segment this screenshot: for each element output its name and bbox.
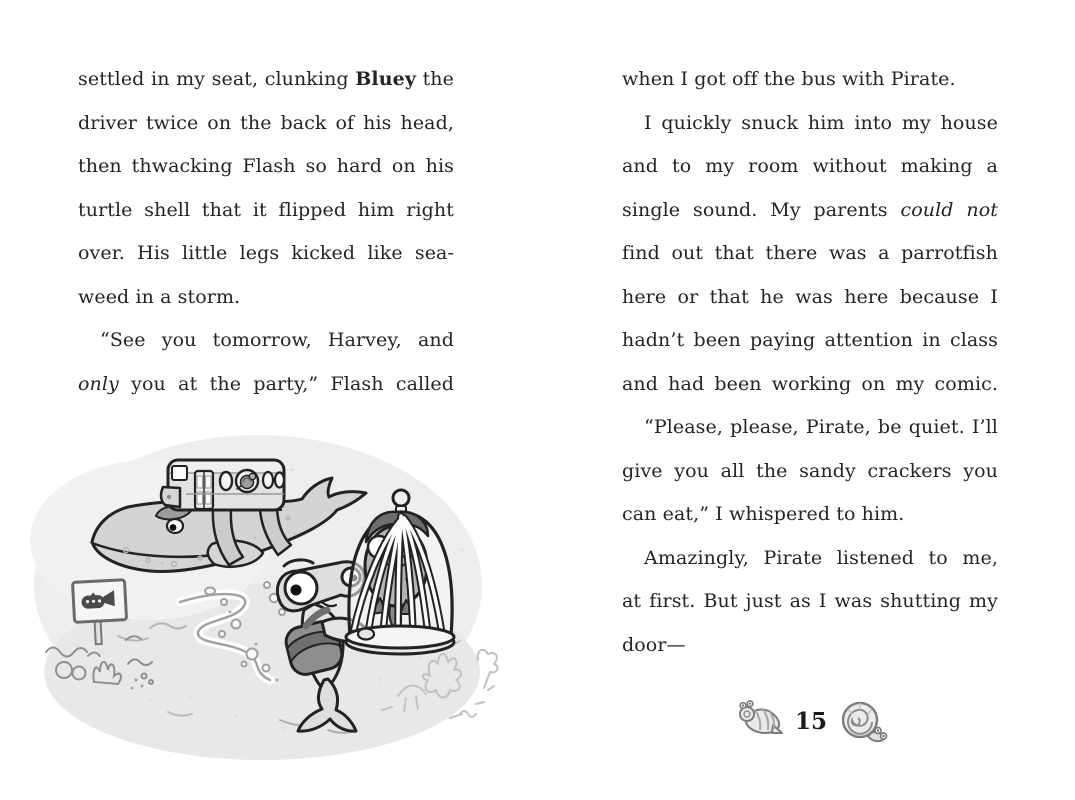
conch-shell-icon <box>734 699 784 743</box>
underwater-scene-illustration <box>30 430 510 775</box>
text-line: only you at the party,” Flash called <box>78 372 454 395</box>
text-line: Amazingly, Pirate listened to me, <box>644 546 998 569</box>
text-line: and to my room without making a <box>622 155 998 177</box>
text-line: weed in a storm. <box>78 285 241 308</box>
text-line: driver twice on the back of his head, <box>78 111 454 134</box>
text-line: single sound. My parents could not <box>622 198 999 221</box>
snail-shell-icon <box>838 698 888 744</box>
text-line: settled in my seat, clunking Bluey the <box>78 68 454 90</box>
text-line: “See you tomorrow, Harvey, and <box>100 329 454 351</box>
text-line: hadn’t been paying attention in class <box>622 329 998 351</box>
text-line: find out that there was a parrotfish <box>622 242 998 264</box>
text-line: give you all the sandy crackers you <box>622 459 998 482</box>
text-line: and had been working on my comic. <box>622 372 998 395</box>
right-page-text <box>622 58 998 667</box>
text-line: then thwacking Flash so hard on his <box>78 155 454 177</box>
text-line: “Please, please, Pirate, be quiet. I’ll <box>644 416 998 438</box>
school-bus <box>161 460 284 510</box>
text-line: I quickly snuck him into my house <box>644 111 998 134</box>
page-number: 15 <box>794 707 827 735</box>
text-line: turtle shell that it flipped him right <box>78 198 454 221</box>
left-page-text <box>78 58 454 406</box>
text-line: at first. But just as I was shutting my <box>622 590 998 612</box>
text-line: can eat,” I whispered to him. <box>622 503 905 525</box>
text-line: here or that he was here because I <box>622 285 998 308</box>
page-footer <box>726 692 896 750</box>
text-line: door— <box>622 633 686 656</box>
text-line: when I got off the bus with Pirate. <box>622 68 956 90</box>
text-line: over. His little legs kicked like sea- <box>78 242 454 264</box>
harvey-fingers <box>358 629 374 640</box>
